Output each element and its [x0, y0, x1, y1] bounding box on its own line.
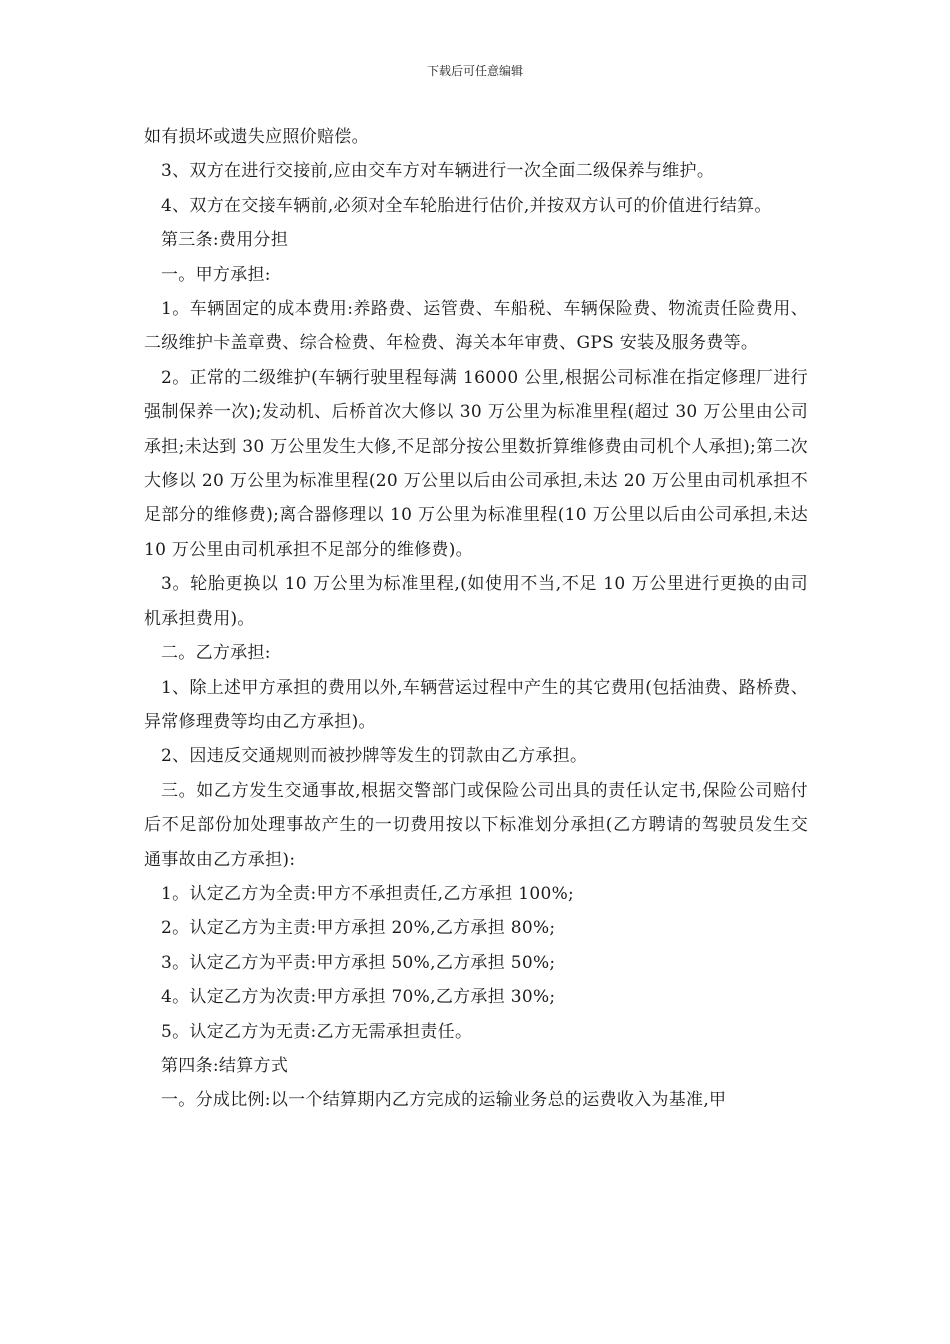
paragraph: 2。正常的二级维护(车辆行驶里程每满 16000 公里,根据公司标准在指定修理厂进行强制保养一次);发动机、后桥首次大修以 30 万公里为标准里程(超过 30 万公里由公司承担;未达到 30 万公里发生大修,不足部分按公里数折算维修费由司机个人承担);第二次大修以 20 万公里为标准里程(20 万公里以后由公司承担,未达 20 万公里由司机承担不足部分的维修费);离合器修理以 10 万公里为标准里程(10 万公里以后由公司承担,未达 10 万公里由司机承担不足部分的维修费)。 — [144, 367, 808, 560]
paragraph: 3。认定乙方为平责:甲方承担 50%,乙方承担 50%; — [161, 952, 556, 973]
paragraph: 3、双方在进行交接前,应由交车方对车辆进行一次全面二级保养与维护。 — [161, 161, 715, 182]
paragraph: 5。认定乙方为无责:乙方无需承担责任。 — [161, 1021, 473, 1042]
paragraph: 二。乙方承担: — [161, 643, 271, 664]
paragraph: 第三条:费用分担 — [161, 230, 289, 251]
paragraph: 3。轮胎更换以 10 万公里为标准里程,(如使用不当,不足 10 万公里进行更换的由司机承担费用)。 — [144, 574, 808, 629]
paragraph: 4。认定乙方为次责:甲方承担 70%,乙方承担 30%; — [161, 987, 556, 1008]
document-body — [144, 120, 808, 1118]
paragraph: 1、除上述甲方承担的费用以外,车辆营运过程中产生的其它费用(包括油费、路桥费、异常修理费等均由乙方承担)。 — [144, 677, 808, 732]
paragraph: 三。如乙方发生交通事故,根据交警部门或保险公司出具的责任认定书,保险公司赔付后不足部份加处理事故产生的一切费用按以下标准划分承担(乙方聘请的驾驶员发生交通事故由乙方承担): — [144, 780, 808, 870]
paragraph: 1。认定乙方为全责:甲方不承担责任,乙方承担 100%; — [161, 883, 575, 904]
paragraph: 一。甲方承担: — [161, 264, 271, 285]
paragraph: 4、双方在交接车辆前,必须对全车轮胎进行估价,并按双方认可的价值进行结算。 — [161, 195, 772, 216]
paragraph: 1。车辆固定的成本费用:养路费、运管费、车船税、车辆保险费、物流责任险费用、二级维护卡盖章费、综合检费、年检费、海关本年审费、GPS 安装及服务费等。 — [144, 299, 808, 354]
paragraph: 一。分成比例:以一个结算期内乙方完成的运输业务总的运费收入为基准,甲 — [161, 1090, 727, 1111]
page-header: 下载后可任意编辑 — [426, 64, 523, 78]
paragraph: 第四条:结算方式 — [161, 1055, 289, 1076]
paragraph: 2、因违反交通规则而被抄牌等发生的罚款由乙方承担。 — [161, 746, 588, 767]
paragraph: 如有损坏或遗失应照价赔偿。 — [144, 127, 369, 147]
paragraph: 2。认定乙方为主责:甲方承担 20%,乙方承担 80%; — [161, 918, 556, 939]
